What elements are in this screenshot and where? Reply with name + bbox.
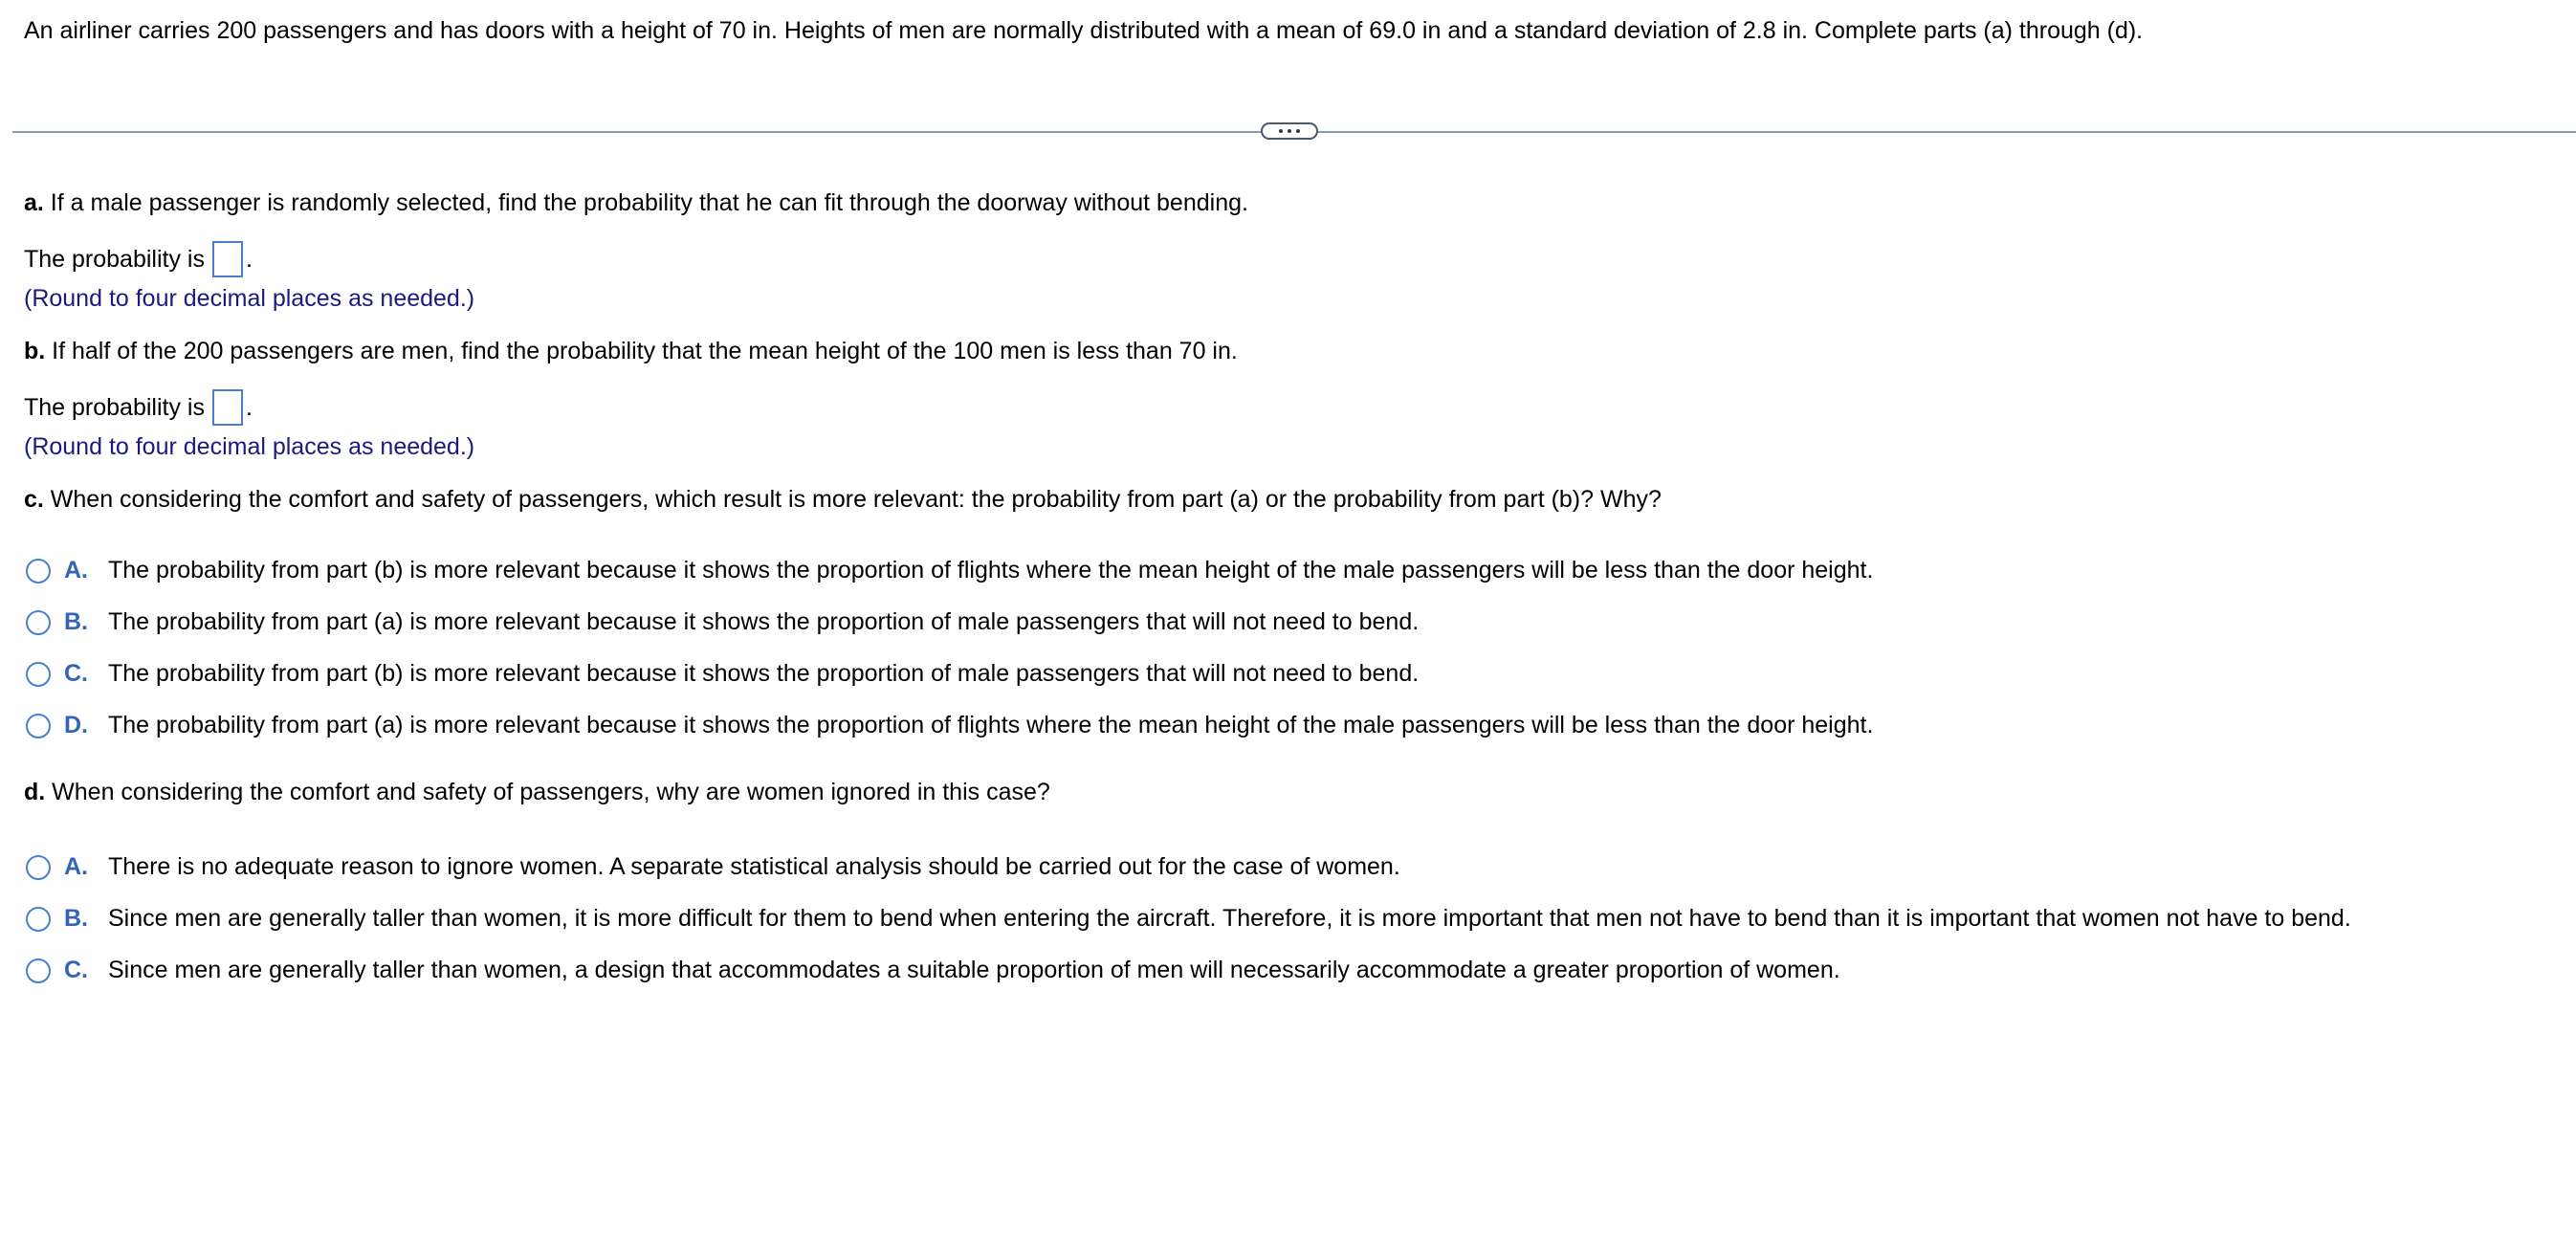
part-c-question-text: When considering the comfort and safety of passengers, which result is more relevant: the probability from part (a) or the probability from part (b)? Why?	[43, 486, 1662, 513]
option-letter: A.	[64, 853, 88, 880]
option-letter: B.	[64, 905, 88, 932]
part-b-hint: (Round to four decimal places as needed.)	[24, 433, 475, 460]
part-b-answer-suffix: .	[245, 393, 253, 421]
option-letter: B.	[64, 608, 88, 635]
part-b-answer-input[interactable]	[212, 389, 243, 426]
part-d-option-b[interactable]	[26, 905, 2351, 933]
part-d-question-text: When considering the comfort and safety of passengers, why are women ignored in this case?	[45, 779, 1050, 805]
radio-unchecked-icon[interactable]	[26, 714, 51, 738]
expand-ellipsis-button[interactable]	[1261, 122, 1318, 140]
option-text: There is no adequate reason to ignore women. A separate statistical analysis should be carried out for the case of women.	[108, 853, 1400, 880]
part-c-option-b[interactable]	[26, 608, 1419, 636]
part-a-label: a.	[24, 189, 44, 216]
option-text: The probability from part (b) is more relevant because it shows the proportion of male passengers that will not need to bend.	[108, 660, 1420, 687]
part-d-label: d.	[24, 779, 46, 805]
problem-statement: An airliner carries 200 passengers and has doors with a height of 70 in. Heights of men are normally distributed with a mean of 69.0 in and a standard deviation of 2.8 in. Complete parts (a) through (d).	[24, 17, 2144, 44]
part-a-hint: (Round to four decimal places as needed.)	[24, 285, 475, 312]
part-d-option-c[interactable]	[26, 957, 1840, 984]
option-letter: D.	[64, 712, 88, 738]
part-c-option-a[interactable]	[26, 557, 1873, 584]
part-a-answer-line	[24, 241, 253, 277]
radio-unchecked-icon[interactable]	[26, 855, 51, 880]
radio-unchecked-icon[interactable]	[26, 610, 51, 635]
part-d-question	[24, 779, 1050, 806]
part-a-question-text: If a male passenger is randomly selected, find the probability that he can fit through the doorway without bending.	[43, 189, 1248, 216]
option-letter: C.	[64, 660, 88, 687]
part-c-label: c.	[24, 486, 44, 513]
part-c-option-d[interactable]	[26, 712, 1873, 739]
part-b-question	[24, 338, 1238, 365]
part-a-answer-suffix: .	[245, 245, 253, 273]
part-a-question	[24, 189, 1248, 217]
option-text: Since men are generally taller than women, a design that accommodates a suitable proportion of men will necessarily accommodate a greater proportion of women.	[108, 957, 1840, 983]
option-text: The probability from part (a) is more relevant because it shows the proportion of flights where the mean height of the male passengers will be less than the door height.	[108, 712, 1874, 738]
option-letter: C.	[64, 957, 88, 983]
part-b-label: b.	[24, 338, 46, 364]
part-b-answer-line	[24, 389, 253, 426]
option-text: The probability from part (b) is more relevant because it shows the proportion of flights where the mean height of the male passengers will be less than the door height.	[108, 557, 1874, 583]
part-d-option-a[interactable]	[26, 853, 1400, 881]
ellipsis-icon	[1296, 129, 1300, 133]
part-a-answer-input[interactable]	[212, 241, 243, 277]
part-b-answer-prefix: The probability is	[24, 393, 205, 421]
part-c-question	[24, 486, 1662, 514]
part-b-question-text: If half of the 200 passengers are men, find the probability that the mean height of the 100 men is less than 70 in.	[45, 338, 1238, 364]
radio-unchecked-icon[interactable]	[26, 662, 51, 687]
part-c-option-c[interactable]	[26, 660, 1419, 688]
option-letter: A.	[64, 557, 88, 583]
radio-unchecked-icon[interactable]	[26, 559, 51, 583]
part-a-answer-prefix: The probability is	[24, 245, 205, 273]
ellipsis-icon	[1288, 129, 1291, 133]
radio-unchecked-icon[interactable]	[26, 958, 51, 983]
option-text: The probability from part (a) is more relevant because it shows the proportion of male passengers that will not need to bend.	[108, 608, 1420, 635]
radio-unchecked-icon[interactable]	[26, 907, 51, 932]
ellipsis-icon	[1279, 129, 1283, 133]
option-text: Since men are generally taller than women, it is more difficult for them to bend when entering the aircraft. Therefore, it is more important that men not have to bend than it is important that women not have to bend.	[108, 905, 2351, 932]
